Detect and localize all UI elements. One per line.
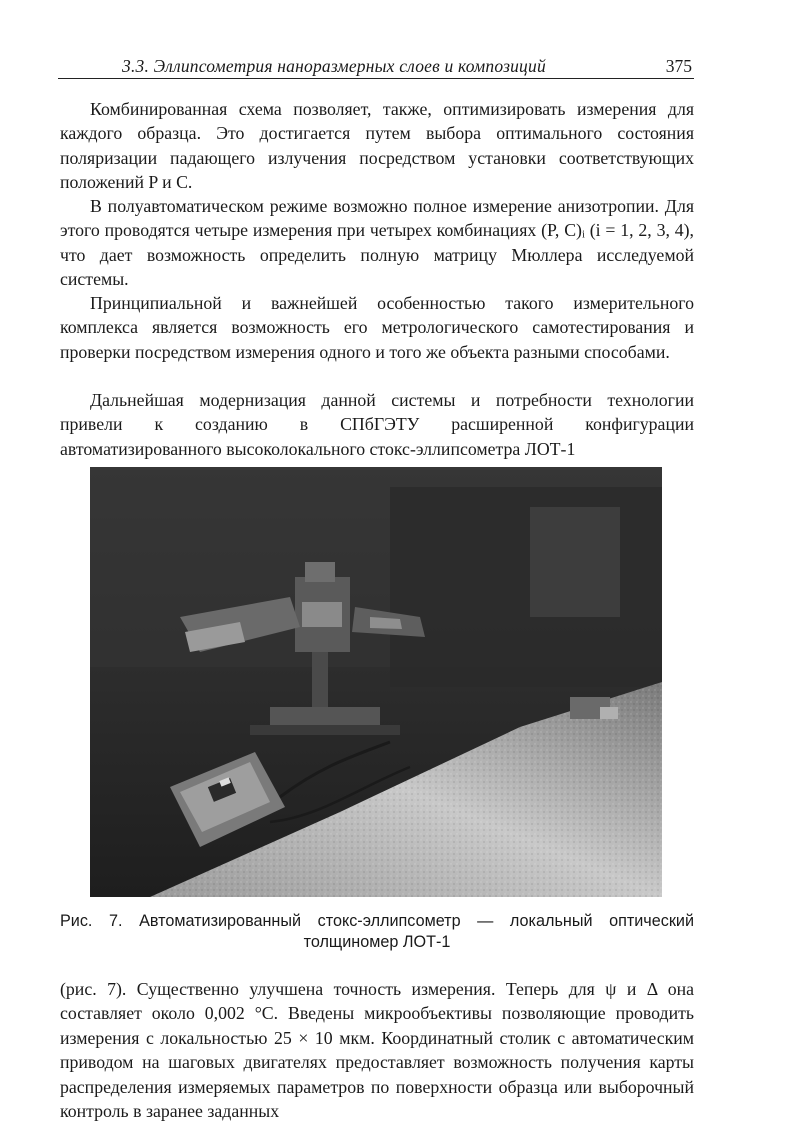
- paragraph-3: Принципиальной и важнейшей особенностью такого измерительного комплекса является возможность его метрологического самотестирования и проверки посредством измерения одного и того же объекта разными способами.: [60, 293, 694, 362]
- paragraph-2: В полуавтоматическом режиме возможно полное измерение анизотропии. Для этого проводятся четыре измерения при четырех комбинациях (P, C)ᵢ (i = 1, 2, 3, 4), что дает возможность определить полную матрицу Мюллера исследуемой системы.: [60, 196, 694, 290]
- paragraph-1: Комбинированная схема позволяет, также, оптимизировать измерения для каждого образца. Это достигается путем выбора оптимального состояния поляризации падающего излучения посредством установки соответствующих положений P и C.: [60, 99, 694, 193]
- page-number: 375: [665, 56, 692, 76]
- figure-caption: [60, 911, 694, 953]
- running-header-title: 3.3. Эллипсометрия наноразмерных слоев и композиций: [122, 56, 546, 76]
- figure-caption-line-2: толщиномер ЛОТ-1: [303, 933, 451, 951]
- figure-caption-line-1: Рис. 7. Автоматизированный стокс-эллипсометр — локальный оптический: [60, 912, 694, 930]
- figure-photo-ellipsometer: [90, 467, 662, 897]
- paragraph-continuation: (рис. 7). Существенно улучшена точность измерения. Теперь для ψ и Δ она составляет около 0,002 °C. Введены микрообъективы позволяющие проводить измерения с локальностью 25 × 10 мкм. Координатный столик с автоматическим приводом на шаговых двигателях предоставляет возможность получения карты распределения измеряемых параметров по поверхности образца или выборочный контроль в заранее заданных: [60, 979, 694, 1122]
- running-header: [58, 52, 694, 79]
- paragraph-4: Дальнейшая модернизация данной системы и потребности технологии привели к созданию в СПбГЭТУ расширенной конфигурации автоматизированного высоколокального стокс-эллипсометра ЛОТ-1: [60, 390, 694, 459]
